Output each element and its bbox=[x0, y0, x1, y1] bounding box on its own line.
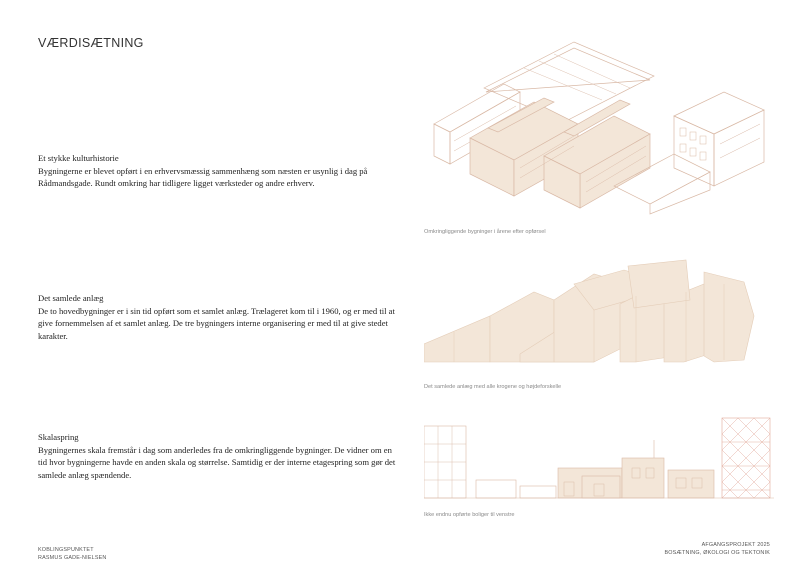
section-body: Bygningerne er blevet opført i en erhvervsmæssig sammenhæng som næsten er usynlig i dag på Rådmandsgade. Rundt omkring har tidligere ligget værksteder og andre erhverv. bbox=[38, 165, 368, 189]
page-title: VÆRDISÆTNING bbox=[38, 36, 144, 50]
volume-caption: Det samlede anlæg med alle krogene og højdeforskelle bbox=[424, 384, 562, 390]
footer-course: AFGANGSPROJEKT 2025 bbox=[701, 542, 770, 548]
elevation-caption: Ikke endnu opførte boliger til venstre bbox=[424, 512, 515, 518]
section-kulturhistorie bbox=[38, 152, 398, 190]
section-body: De to hovedbygninger er i sin tid opført som et samlet anlæg. Trælageret kom til i 1960, og er med til at give fornemmelsen af et samlet anlæg. De tre bygningers interne organisering er med til at give stedet karakter. bbox=[38, 305, 395, 341]
footer-project-name: KOBLINGSPUNKTET bbox=[38, 547, 94, 553]
footer-right bbox=[664, 541, 770, 557]
footer-left bbox=[38, 546, 107, 562]
section-skalaspring bbox=[38, 431, 398, 481]
volume-drawing bbox=[424, 256, 774, 368]
elevation-drawing bbox=[424, 414, 774, 502]
section-heading: Skalaspring bbox=[38, 432, 79, 442]
section-samlede-anlaeg bbox=[38, 292, 398, 342]
section-heading: Et stykke kulturhistorie bbox=[38, 153, 119, 163]
axonometric-caption: Omkringliggende bygninger i årene efter opførsel bbox=[424, 229, 546, 235]
footer-author: RASMUS GADE-NIELSEN bbox=[38, 555, 107, 561]
section-heading: Det samlede anlæg bbox=[38, 293, 104, 303]
axonometric-drawing bbox=[424, 36, 774, 216]
footer-subtitle: BOSÆTNING, ØKOLOGI OG TEKTONIK bbox=[664, 550, 770, 556]
section-body: Bygningernes skala fremstår i dag som anderledes fra de omkringliggende bygninger. De vidner om en tid hvor bygningerne havde en anden skala og størrelse. Samtidig er der interne etagespring som gør det samlede anlæg spændende. bbox=[38, 444, 396, 480]
